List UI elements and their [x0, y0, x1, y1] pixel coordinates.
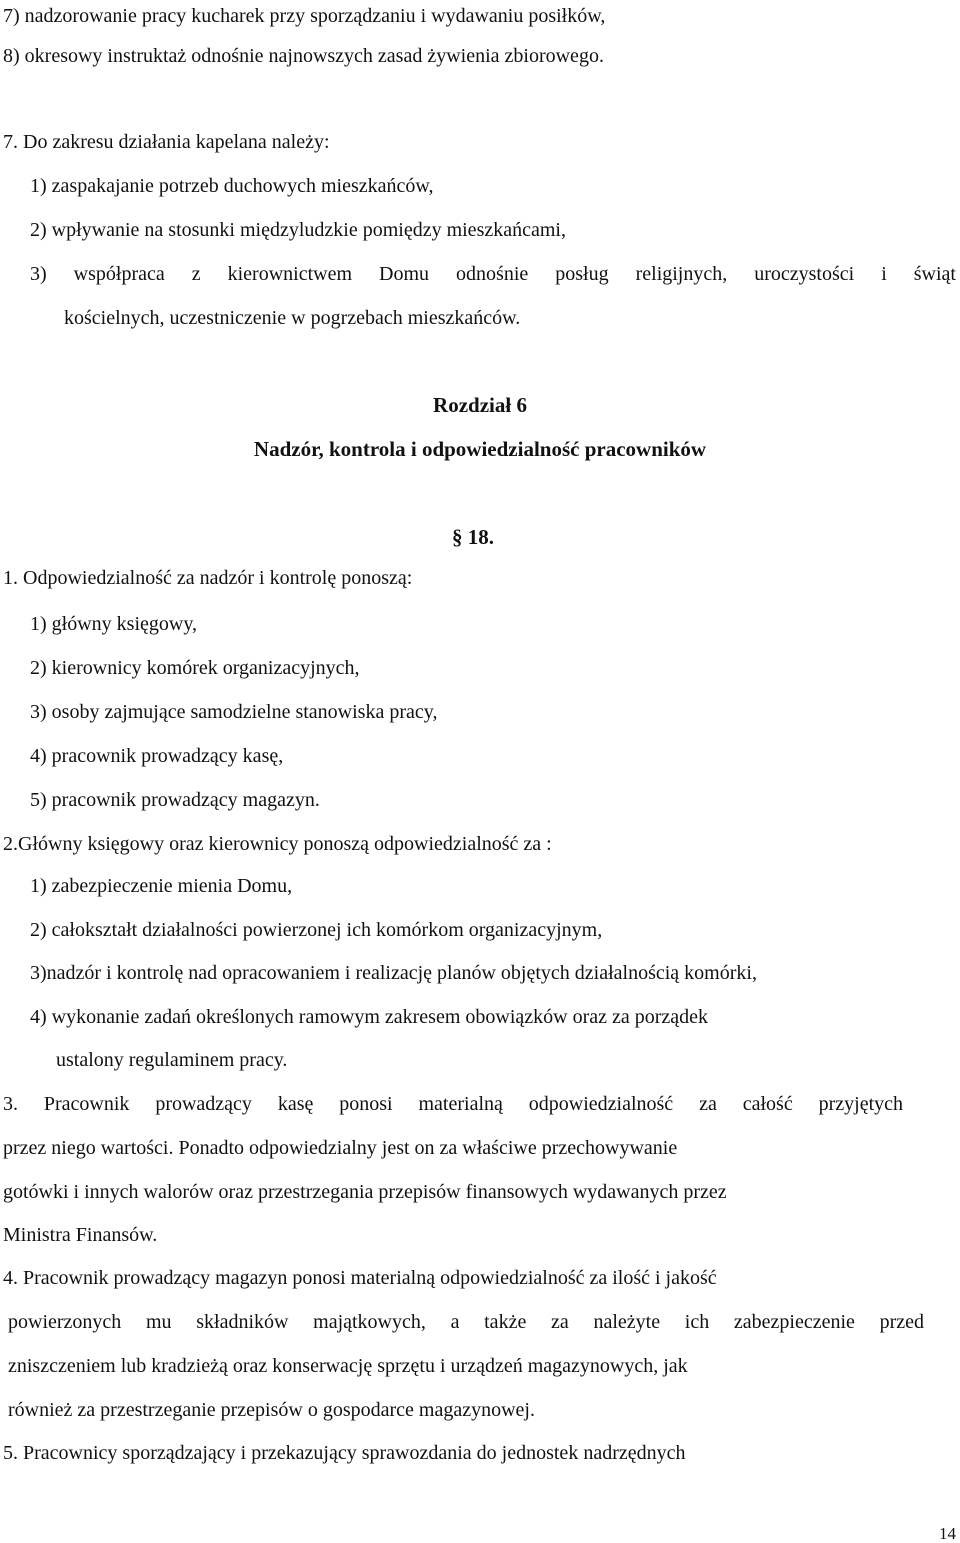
list-item: 2) kierownicy komórek organizacyjnych, — [30, 657, 360, 679]
paragraph-line: również za przestrzeganie przepisów o gospodarce magazynowej. — [8, 1399, 535, 1421]
list-item: 1) zaspakajanie potrzeb duchowych mieszkańców, — [30, 175, 434, 197]
paragraph-line: 3. Pracownik prowadzący kasę ponosi materialną odpowiedzialność za całość przyjętych — [3, 1093, 903, 1115]
section-mark: § 18. — [452, 525, 494, 549]
chaplain-intro: 7. Do zakresu działania kapelana należy: — [3, 131, 330, 153]
list-item: 1) zabezpieczenie mienia Domu, — [30, 875, 293, 897]
paragraph-line: zniszczeniem lub kradzieżą oraz konserwację sprzętu i urządzeń magazynowych, jak — [8, 1355, 688, 1377]
list-item: 5) pracownik prowadzący magazyn. — [30, 789, 320, 811]
chapter-number: Rozdział 6 — [433, 393, 527, 417]
para-intro: 2.Główny księgowy oraz kierownicy ponoszą odpowiedzialność za : — [3, 833, 552, 855]
list-item: 8) okresowy instruktaż odnośnie najnowszych zasad żywienia zbiorowego. — [3, 45, 604, 67]
list-item: 4) pracownik prowadzący kasę, — [30, 745, 284, 767]
list-item: 3) współpraca z kierownictwem Domu odnośnie posług religijnych, uroczystości i świąt — [30, 263, 956, 285]
list-item: 2) wpływanie na stosunki międzyludzkie pomiędzy mieszkańcami, — [30, 219, 566, 241]
list-item: 4) wykonanie zadań określonych ramowym zakresem obowiązków oraz za porządek — [30, 1006, 709, 1028]
paragraph-line: gotówki i innych walorów oraz przestrzegania przepisów finansowych wydawanych przez — [3, 1181, 727, 1203]
list-item: 3)nadzór i kontrolę nad opracowaniem i realizację planów objętych działalnością komórki, — [30, 962, 757, 984]
list-item: 7) nadzorowanie pracy kucharek przy sporządzaniu i wydawaniu posiłków, — [3, 5, 606, 27]
paragraph-line: przez niego wartości. Ponadto odpowiedzialny jest on za właściwe przechowywanie — [3, 1137, 678, 1159]
paragraph-line: 4. Pracownik prowadzący magazyn ponosi materialną odpowiedzialność za ilość i jakość — [3, 1267, 717, 1289]
paragraph-line: powierzonych mu składników majątkowych, a także za należyte ich zabezpieczenie przed — [8, 1311, 924, 1333]
list-item: 1) główny księgowy, — [30, 613, 198, 635]
list-item: 2) całokształt działalności powierzonej ich komórkom organizacyjnym, — [30, 919, 603, 941]
page-number: 14 — [939, 1524, 956, 1543]
list-item: 3) osoby zajmujące samodzielne stanowiska pracy, — [30, 701, 438, 723]
para-intro: 1. Odpowiedzialność za nadzór i kontrolę ponoszą: — [3, 567, 413, 589]
list-item-continuation: ustalony regulaminem pracy. — [56, 1049, 288, 1071]
paragraph-line: 5. Pracownicy sporządzający i przekazujący sprawozdania do jednostek nadrzędnych — [3, 1442, 686, 1464]
list-item-continuation: kościelnych, uczestniczenie w pogrzebach mieszkańców. — [64, 307, 521, 329]
chapter-title: Nadzór, kontrola i odpowiedzialność pracowników — [253, 437, 707, 461]
paragraph-line: Ministra Finansów. — [3, 1224, 158, 1246]
